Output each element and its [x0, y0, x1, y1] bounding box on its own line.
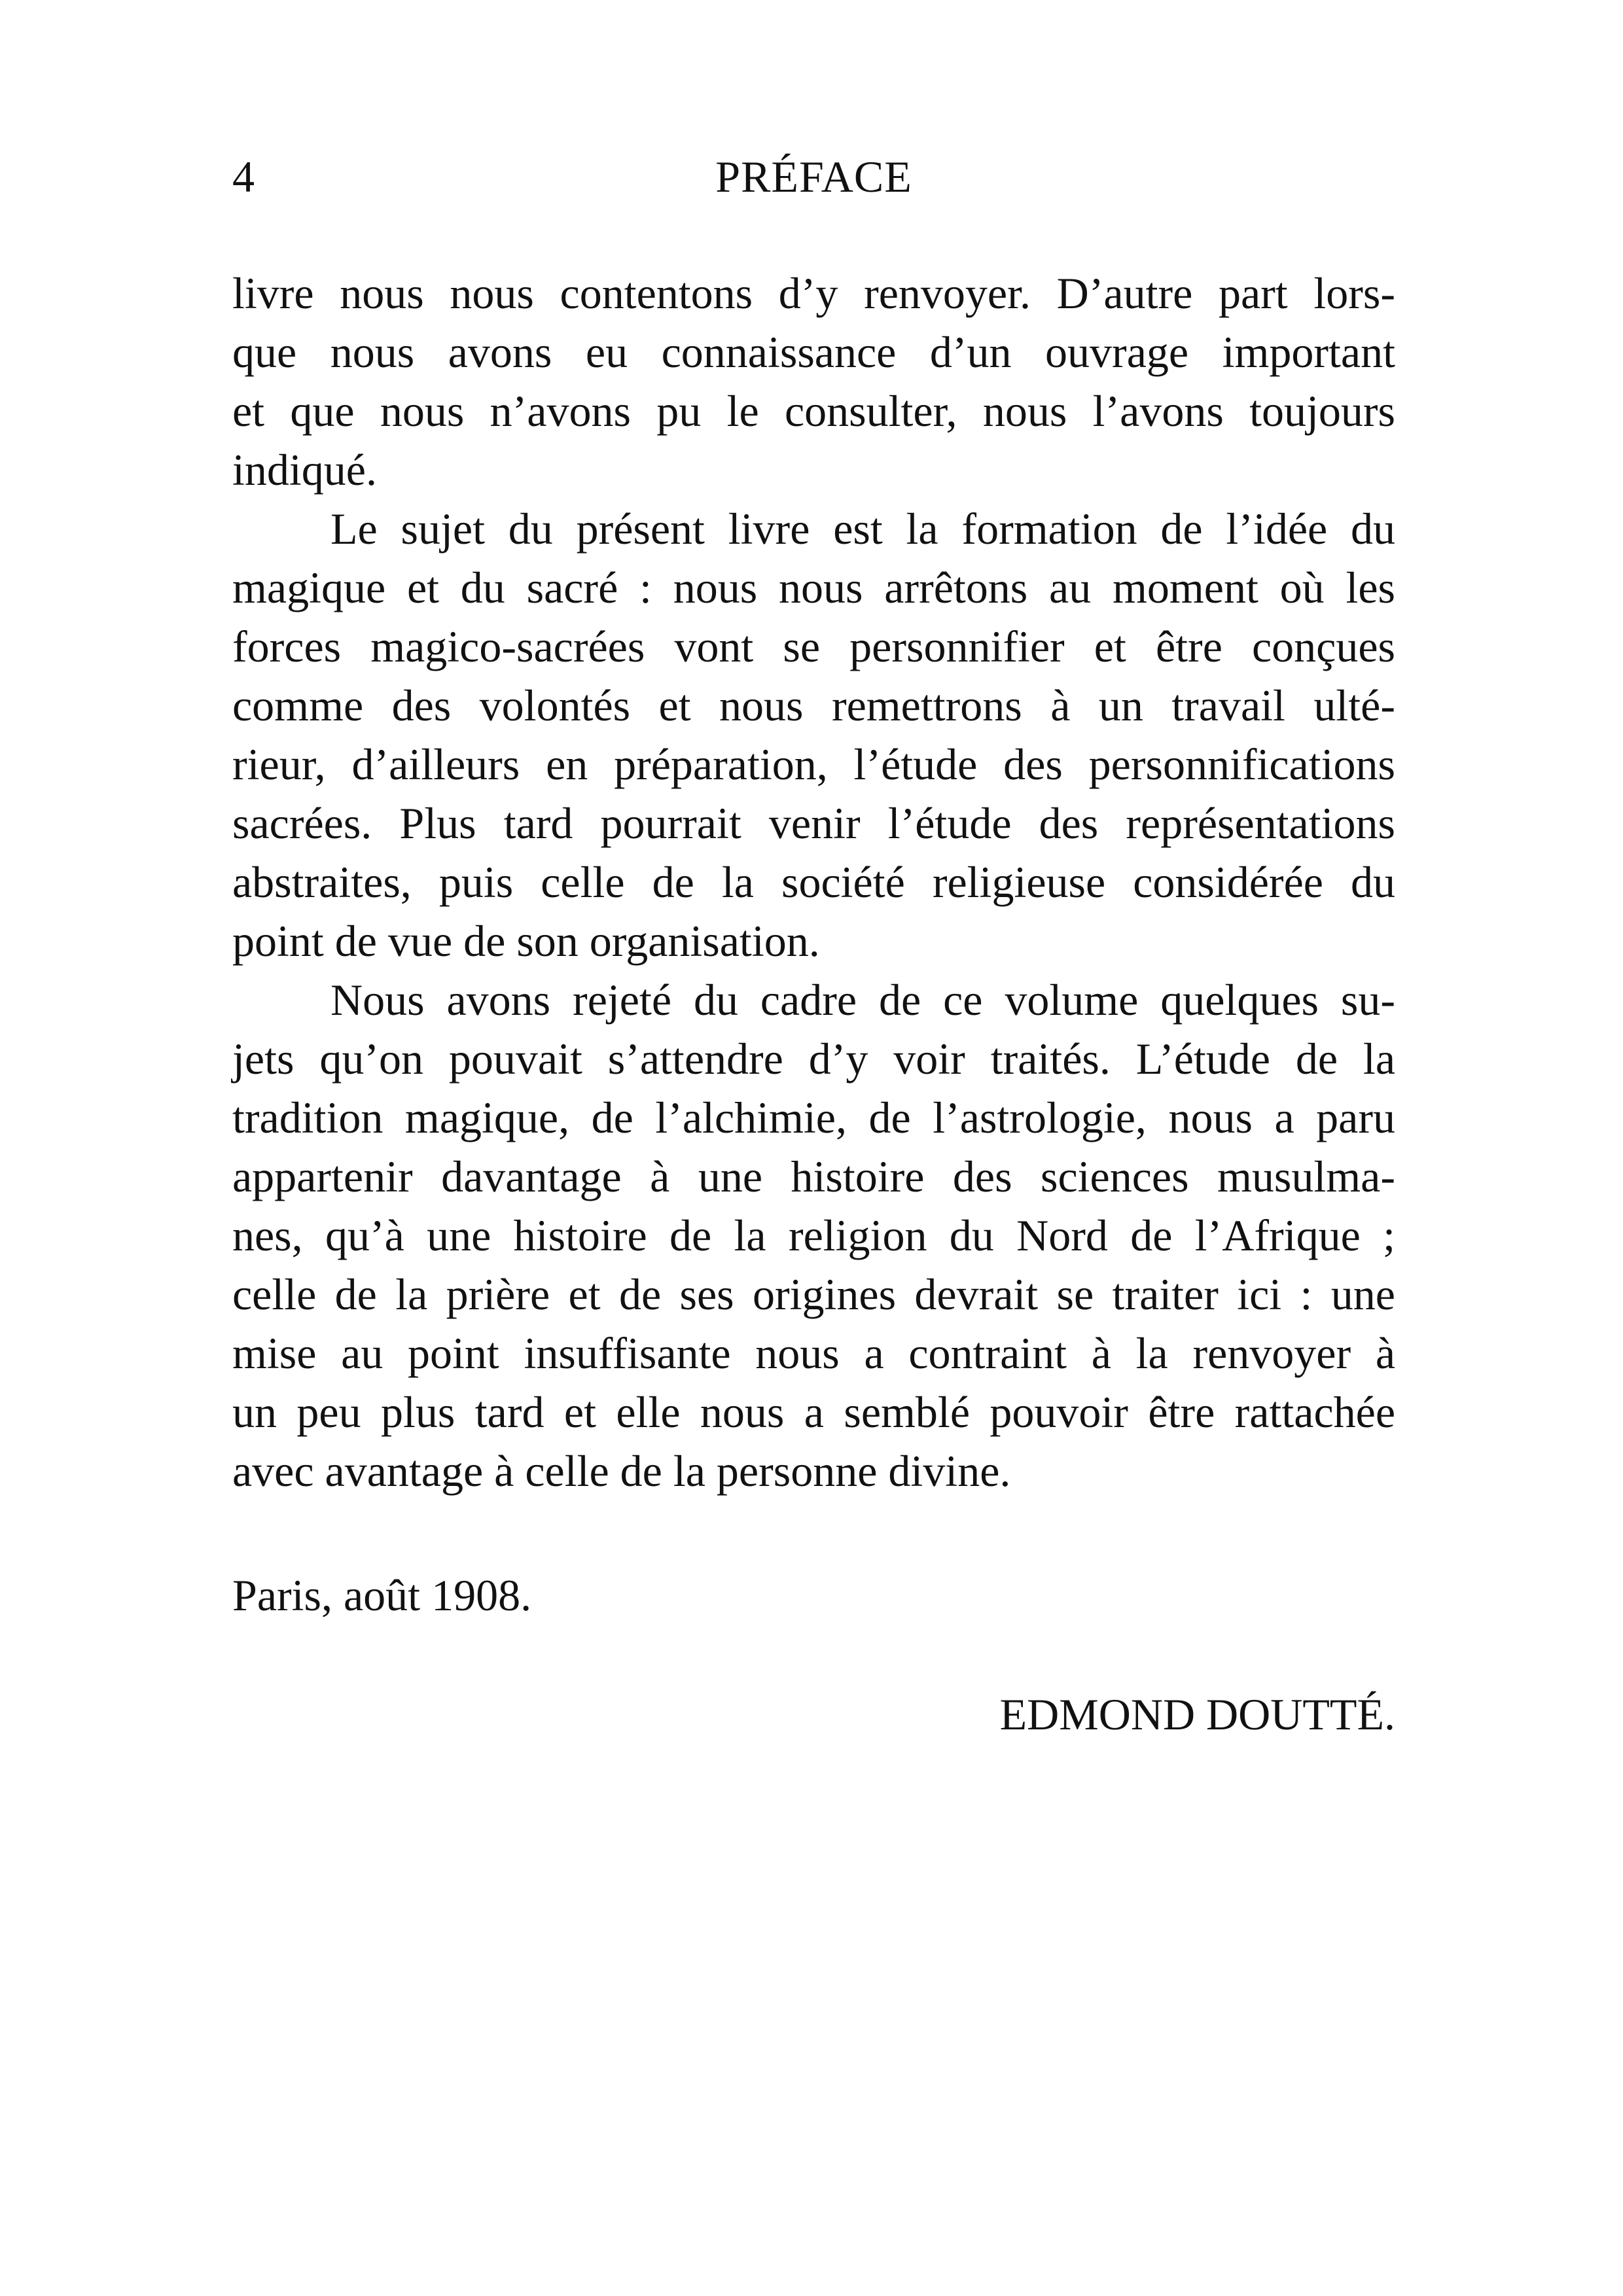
text-line: celle de la prière et de ses origines devrait se traiter ici : une — [232, 1269, 1395, 1319]
place-date: Paris, août 1908. — [232, 1570, 532, 1620]
page-header — [232, 141, 1395, 213]
text-line: Le sujet du présent livre est la formation de l’idée du — [330, 504, 1395, 554]
text-line: rieur, d’ailleurs en préparation, l’étude des personnifications — [232, 739, 1395, 789]
running-title: PRÉFACE — [715, 152, 912, 202]
text-line: un peu plus tard et elle nous a semblé pouvoir être rattachée — [232, 1387, 1395, 1437]
text-line: mise au point insuffisante nous a contraint à la renvoyer à — [232, 1328, 1395, 1378]
text-line: comme des volontés et nous remettrons à un travail ulté- — [232, 680, 1395, 730]
text-line: que nous avons eu connaissance d’un ouvrage important — [232, 327, 1395, 377]
text-line: indiqué. — [232, 445, 377, 495]
text-line: avec avantage à celle de la personne divine. — [232, 1446, 1011, 1496]
text-line: abstraites, puis celle de la société religieuse considérée du — [232, 857, 1395, 907]
text-line: sacrées. Plus tard pourrait venir l’étude des représentations — [232, 798, 1395, 848]
text-line: et que nous n’avons pu le consulter, nous l’avons toujours — [232, 386, 1395, 436]
text-line: nes, qu’à une histoire de la religion du Nord de l’Afrique ; — [232, 1210, 1395, 1260]
text-line: point de vue de son organisation. — [232, 916, 820, 966]
text-line: jets qu’on pouvait s’attendre d’y voir traités. L’étude de la — [232, 1034, 1395, 1084]
text-line: tradition magique, de l’alchimie, de l’astrologie, nous a paru — [232, 1093, 1395, 1142]
text-line: Nous avons rejeté du cadre de ce volume quelques su- — [330, 975, 1395, 1025]
page-number: 4 — [232, 152, 255, 202]
author-signature: EDMOND DOUTTÉ. — [999, 1689, 1395, 1739]
text-line: forces magico-sacrées vont se personnifier et être conçues — [232, 622, 1395, 671]
text-line: magique et du sacré : nous nous arrêtons au moment où les — [232, 563, 1395, 612]
text-line: livre nous nous contentons d’y renvoyer. D’autre part lors- — [232, 268, 1395, 318]
text-line: appartenir davantage à une histoire des sciences musulma- — [232, 1152, 1395, 1201]
